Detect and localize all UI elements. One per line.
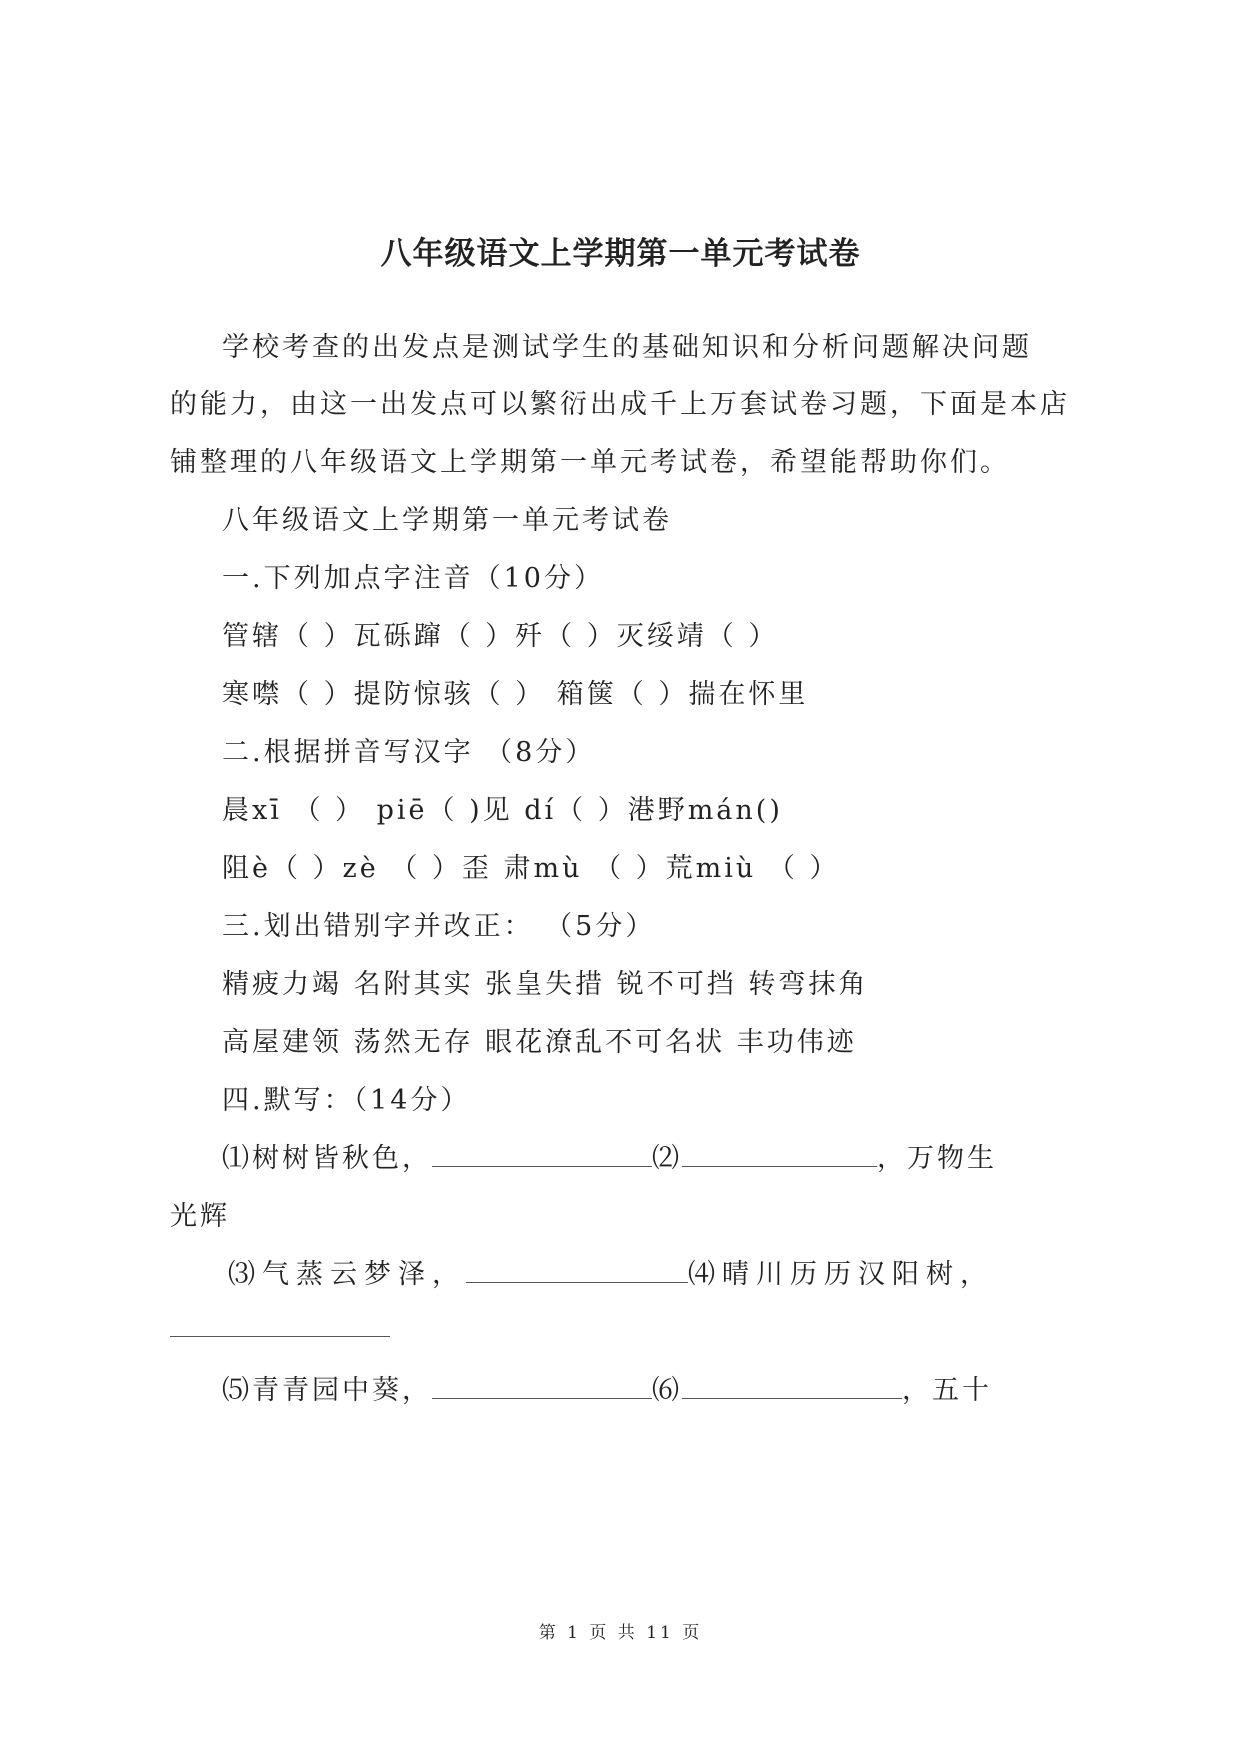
dictation-row-3 <box>222 1368 992 1407</box>
section-2-line-1: 晨xī （ ） piē（ )见 dí（ ）港野mán() <box>222 795 783 826</box>
section-1-heading: 一.下列加点字注音（10分） <box>222 563 604 594</box>
section-1-line-2: 寒噤（ ）提防惊骇（ ） 箱箧（ ）揣在怀里 <box>222 679 809 710</box>
q5-blank <box>432 1372 652 1399</box>
section-1-line-1: 管辖（ ）瓦砾蹿（ ）歼（ ）灭绥靖（ ） <box>222 621 779 652</box>
dictation-row-2 <box>228 1252 994 1291</box>
q6-prompt: ，五十 <box>902 1375 992 1406</box>
q6-number: ⑹ <box>652 1375 682 1406</box>
dictation-row-1-wrap: 光辉 <box>170 1201 230 1232</box>
section-4-heading: 四.默写：（14分） <box>222 1085 471 1116</box>
q5-prompt: ⑸青青园中葵， <box>222 1375 432 1406</box>
dictation-row-1 <box>222 1136 997 1175</box>
intro-line-2: 的能力，由这一出发点可以繁衍出成千上万套试卷习题，下面是本店 <box>170 389 1070 420</box>
section-3-line-2: 高屋建领 荡然无存 眼花潦乱不可名状 丰功伟迹 <box>222 1027 857 1058</box>
q4-blank <box>170 1310 390 1337</box>
section-3-heading: 三.划出错别字并改正： （5分） <box>222 911 656 942</box>
q2-blank <box>682 1140 877 1167</box>
section-2-line-2: 阻è（ ）zè （ ）歪 肃mù （ ）荒miù （ ） <box>222 853 840 884</box>
q4-prompt: ⑷晴川历历汉阳树， <box>688 1259 994 1290</box>
q1-prompt: ⑴树树皆秋色， <box>222 1143 432 1174</box>
q2-number: ⑵ <box>652 1143 682 1174</box>
q6-blank <box>682 1372 902 1399</box>
page-footer: 第 1 页 共 11 页 <box>538 1623 703 1643</box>
q3-prompt: ⑶气蒸云梦泽， <box>228 1259 466 1290</box>
intro-line-1: 学校考查的出发点是测试学生的基础知识和分析问题解决问题 <box>222 332 1032 363</box>
q3-blank <box>466 1256 688 1283</box>
page-title: 八年级语文上学期第一单元考试卷 <box>380 236 861 272</box>
q2-prompt: ，万物生 <box>877 1143 997 1174</box>
exam-subtitle: 八年级语文上学期第一单元考试卷 <box>222 505 672 536</box>
q1-blank <box>432 1140 652 1167</box>
section-3-line-1: 精疲力竭 名附其实 张皇失措 锐不可挡 转弯抹角 <box>222 969 869 1000</box>
intro-line-3: 铺整理的八年级语文上学期第一单元考试卷，希望能帮助你们。 <box>170 447 1010 478</box>
section-2-heading: 二.根据拼音写汉字 （8分） <box>222 737 596 768</box>
dictation-row-2-wrap <box>170 1310 390 1344</box>
